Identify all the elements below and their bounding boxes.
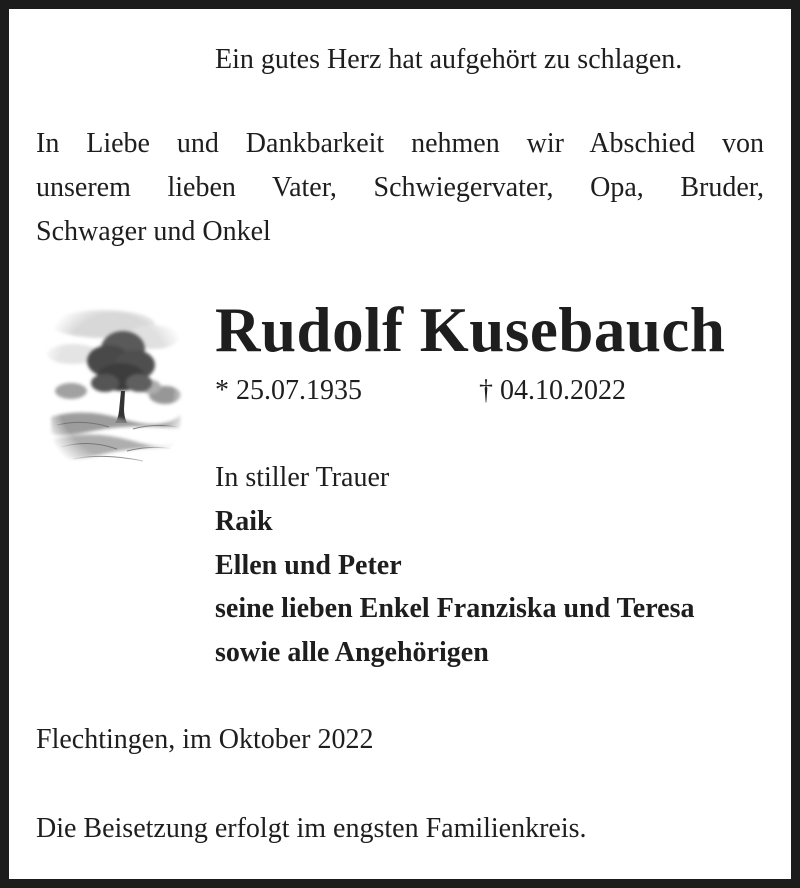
family-member: Raik: [215, 506, 273, 537]
family-member: sowie alle Angehörigen: [215, 636, 489, 668]
intro-text: [36, 129, 764, 261]
intro-line: In Liebe und Dankbarkeit nehmen wir Abschied von: [36, 128, 764, 159]
tree-landscape-icon: [43, 299, 185, 471]
family-member: seine lieben Enkel Franziska und Teresa: [215, 593, 695, 624]
funeral-note: Die Beisetzung erfolgt im engsten Familienkreis.: [36, 813, 587, 844]
family-member: Ellen und Peter: [215, 549, 402, 581]
motto: Ein gutes Herz hat aufgehört zu schlagen.: [215, 44, 683, 75]
mourning-line: In stiller Trauer: [215, 462, 390, 493]
place-date: Flechtingen, im Oktober 2022: [36, 724, 374, 755]
birth-date: * 25.07.1935: [215, 375, 362, 406]
intro-line: Schwager und Onkel: [36, 216, 271, 247]
family-list: [215, 507, 694, 681]
death-date: † 04.10.2022: [479, 375, 626, 406]
intro-line: unserem lieben Vater, Schwiegervater, Opa, Bruder,: [36, 172, 764, 203]
deceased-name: Rudolf Kusebauch: [215, 295, 726, 365]
